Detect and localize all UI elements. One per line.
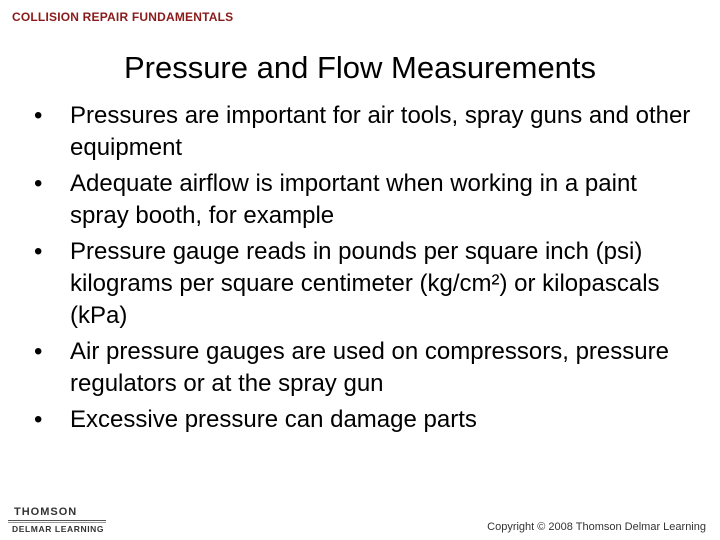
publisher-logo: [8, 502, 113, 536]
bullet-dot-icon: •: [34, 102, 43, 129]
bullet-item: [30, 336, 700, 400]
bullet-text: Excessive pressure can damage parts: [70, 406, 477, 433]
bullet-text: Air pressure gauges are used on compressors, pressure regulators or at the spray gun: [70, 338, 669, 397]
bullet-item: [30, 404, 700, 436]
logo-rule: [8, 520, 106, 521]
bullet-dot-icon: •: [34, 238, 43, 265]
bullet-text: Adequate airflow is important when working in a paint spray booth, for example: [70, 170, 637, 229]
bullet-list: [30, 100, 700, 440]
bullet-dot-icon: •: [34, 338, 43, 365]
copyright-notice: Copyright © 2008 Thomson Delmar Learning: [487, 521, 706, 533]
bullet-dot-icon: •: [34, 170, 43, 197]
bullet-item: [30, 100, 700, 164]
bullet-item: [30, 168, 700, 232]
bullet-text: Pressures are important for air tools, spray guns and other equipment: [70, 102, 691, 161]
logo-rule: [8, 522, 106, 523]
course-header: COLLISION REPAIR FUNDAMENTALS: [12, 10, 234, 24]
slide-title: Pressure and Flow Measurements: [123, 50, 597, 85]
bullet-item: [30, 236, 700, 332]
logo-subtitle: DELMAR LEARNING: [12, 524, 105, 534]
bullet-text: Pressure gauge reads in pounds per square inch (psi) kilograms per square centimeter (kg/cm²) or kilopascals (kPa): [70, 238, 660, 329]
bullet-dot-icon: •: [34, 406, 43, 433]
logo-brand: THOMSON: [14, 506, 78, 518]
